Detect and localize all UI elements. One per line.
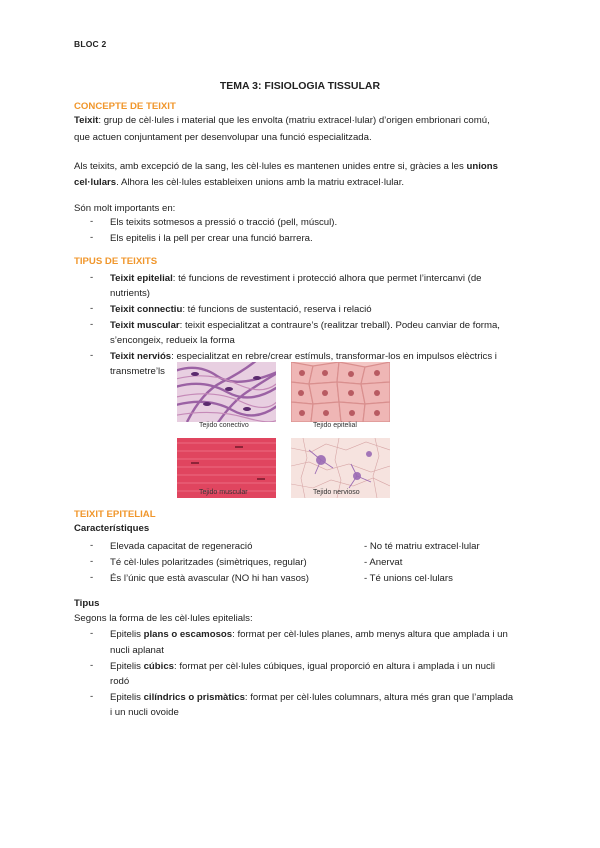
list-bullet: - (90, 350, 94, 361)
paragraph-text: . Alhora les cèl·lules estableixen unions amb la matriu extracel·lular. (116, 177, 405, 188)
tipus-intro: Segons la forma de les cèl·lules epitelials: (74, 613, 253, 624)
item-prefix: Epitelis (110, 692, 144, 703)
important-intro: Són molt importants en: (74, 203, 176, 214)
item-text: : especialitzat en rebre/crear estímuls, transformar-los en impulsos elèctrics i (171, 351, 497, 362)
list-item-continuation: s’encongeix, redueix la forma (110, 335, 235, 346)
caption-epithelial: Tejido epitelial (313, 422, 357, 429)
list-bullet: - (90, 628, 94, 639)
term-plans: plans o escamosos (143, 629, 233, 640)
definition-text: : grup de cèl·lules i material que les envolta (matriu extracel·lular) d’origen embrionari comú, (98, 115, 490, 126)
list-item-continuation: i un nucli ovoide (110, 707, 179, 718)
item-text: : format per cèl·lules columnars, altura més gran que l’amplada (244, 692, 514, 703)
term-unions: unions (466, 161, 498, 172)
list-bullet: - (90, 691, 94, 702)
list-bullet: - (90, 319, 94, 330)
section-heading-concepte: CONCEPTE DE TEIXIT (74, 101, 176, 112)
term-nervios: Teixit nerviós (110, 351, 172, 362)
tissue-types-figure (177, 362, 390, 500)
list-item-continuation: nucli aplanat (110, 645, 164, 656)
item-text: : teixit especialitzat a contraure’s (realitzar treball). Podeu canviar de forma, (179, 320, 500, 331)
list-item: És l’únic que està avascular (NO hi han vasos) (110, 573, 309, 584)
item-prefix: Epitelis (110, 661, 144, 672)
list-bullet: - (90, 540, 94, 551)
item-text: : té funcions de sustentació, reserva i relació (182, 304, 372, 315)
paragraph-unions-line-2 (74, 176, 404, 189)
list-bullet: - (90, 660, 94, 671)
connective-tissue-image (177, 362, 276, 422)
list-item (110, 660, 495, 673)
paragraph-text: Als teixits, amb excepció de la sang, les cèl·lules es mantenen unides entre si, gràcies a les (74, 161, 467, 172)
term-muscular: Teixit muscular (110, 320, 180, 331)
list-bullet: - (90, 303, 94, 314)
list-item-right: - Anervat (364, 557, 403, 568)
subheading-caracteristiques: Característiques (74, 523, 150, 534)
caption-connective: Tejido conectivo (199, 422, 249, 429)
list-item-continuation: rodó (110, 676, 130, 687)
term-connectiu: Teixit connectiu (110, 304, 183, 315)
term-epitelial: Teixit epitelial (110, 273, 173, 284)
definition-line-1 (74, 114, 490, 127)
caption-nervous: Tejido nervioso (313, 489, 360, 496)
term-teixit: Teixit (74, 115, 99, 126)
paragraph-unions-line-1 (74, 160, 498, 173)
section-heading-tipus: TIPUS DE TEIXITS (74, 256, 158, 267)
section-heading-epitelial: TEIXIT EPITELIAL (74, 509, 156, 520)
list-item (110, 691, 513, 704)
definition-line-2: que actuen conjuntament per desenvolupar una funció especialitzada. (74, 132, 372, 143)
list-bullet: - (90, 232, 94, 243)
list-item: Els epitelis i la pell per crear una funció barrera. (110, 233, 313, 244)
list-item: Els teixits sotmesos a pressió o tracció (pell, múscul). (110, 217, 338, 228)
item-text: : format per cèl·lules planes, amb menys altura que amplada i un (232, 629, 508, 640)
item-text: : té funcions de revestiment i protecció alhora que permet l’intercanvi (de (172, 273, 482, 284)
list-bullet: - (90, 216, 94, 227)
list-bullet: - (90, 556, 94, 567)
term-cilindrics: cilíndrics o prismàtics (143, 692, 245, 703)
term-cubics: cúbics (143, 661, 174, 672)
epithelial-tissue-image (291, 362, 390, 422)
term-cel-lulars: cel·lulars (74, 177, 117, 188)
caption-muscular: Tejido muscular (199, 489, 248, 496)
list-item-right: - No té matriu extracel·lular (364, 541, 480, 552)
bloc-label: BLOC 2 (74, 39, 107, 49)
list-item: Elevada capacitat de regeneració (110, 541, 253, 552)
list-item-continuation: transmetre’ls (110, 366, 165, 377)
list-item (110, 628, 508, 641)
list-item (110, 272, 482, 285)
page-title: TEMA 3: FISIOLOGIA TISSULAR (219, 80, 381, 92)
list-item: Té cèl·lules polaritzades (simètriques, regular) (110, 557, 307, 568)
list-bullet: - (90, 572, 94, 583)
list-bullet: - (90, 272, 94, 283)
list-item-continuation: nutrients) (110, 288, 150, 299)
subheading-tipus: Tipus (74, 598, 100, 609)
list-item-right: - Té unions cel·lulars (364, 573, 453, 584)
list-item (110, 303, 372, 316)
list-item (110, 319, 500, 332)
item-prefix: Epitelis (110, 629, 144, 640)
item-text: : format per cèl·lules cúbiques, igual proporció en altura i amplada i un nucli (174, 661, 496, 672)
